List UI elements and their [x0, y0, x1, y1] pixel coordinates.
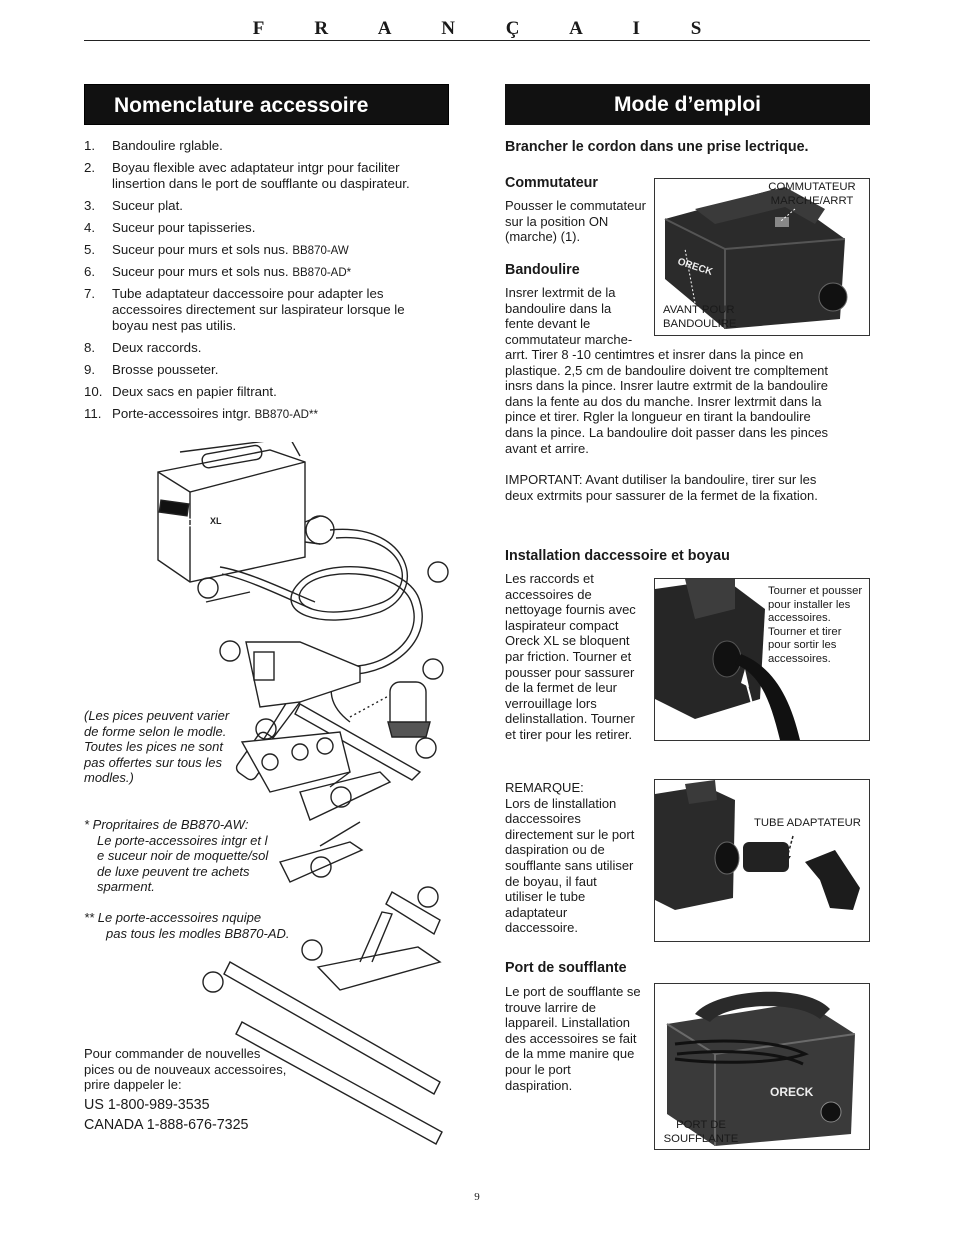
text-line: soufflante sans utiliser — [505, 857, 634, 873]
switch-heading: Commutateur — [505, 175, 598, 191]
text-line: pince et tirer. Rgler la longueur en tirant la bandoulire — [505, 409, 811, 425]
strap-front-label: AVANT POUR BANDOULIRE — [663, 304, 737, 330]
accessory-number: 3. — [84, 198, 96, 213]
text-line: pour installer les — [768, 598, 851, 611]
accessory-number: 4. — [84, 220, 96, 235]
blower-brand-logo: ORECK — [770, 1085, 814, 1099]
text-line: Les raccords et — [505, 571, 594, 586]
install-text — [505, 571, 653, 743]
text-line: prire dappeler le: — [84, 1077, 182, 1093]
text-line: Pousser le commutateur — [505, 198, 646, 213]
text-line: nettoyage fournis avec — [505, 602, 636, 618]
text-line: verrouillage lors — [505, 695, 597, 711]
text-line: Le port de soufflante se — [505, 984, 641, 999]
text-line: Tourner et pousser — [768, 585, 863, 597]
text-line: pousser pour sassurer — [505, 664, 635, 680]
text-line: IMPORTANT: Avant dutiliser la bandoulire, tirer sur les — [505, 472, 817, 487]
text-line: daccessoire. — [505, 920, 578, 936]
photo-brand-logo: ORECK — [676, 256, 714, 279]
text-line: trouve larrire de — [505, 999, 597, 1015]
accessory-text: Brosse pousseter. — [112, 362, 219, 377]
strap-heading: Bandoulire — [505, 262, 580, 278]
order-info — [84, 1046, 324, 1093]
text-line: daspiration. — [505, 1077, 573, 1093]
text-line: modles.) — [84, 770, 134, 785]
text-line: ** Le porte-accessoires nquipe — [84, 910, 262, 925]
accessory-item — [84, 406, 434, 423]
text-line: par friction. Tourner et — [505, 648, 632, 664]
text-line: e suceur noir de moquette/sol — [97, 848, 269, 863]
accessory-number: 2. — [84, 160, 96, 175]
text-line: Lors de linstallation — [505, 795, 617, 811]
text-line: Oreck XL se bloquent — [505, 633, 630, 649]
text-line: utiliser le tube — [505, 889, 586, 905]
text-line: de la fermet de leur — [505, 680, 618, 696]
text-line: arrt. Tirer 8 -10 centimtres et insrer dans la pince en — [505, 347, 804, 362]
text-line: commutateur marche- — [505, 331, 633, 347]
text-line: delinstallation. Tourner — [505, 711, 635, 727]
accessory-item — [84, 160, 434, 193]
accessories-drawing — [150, 442, 455, 1148]
accessory-item — [84, 384, 434, 401]
text-line: daccessoires — [505, 811, 581, 827]
switch-label: COMMUTATEUR MARCHE/ARRT — [768, 181, 856, 207]
text-line: pas tous les modles BB870-AD. — [106, 925, 290, 941]
accessory-text: Suceur pour murs et sols nus. — [112, 264, 293, 279]
accessory-text: Tube adaptateur daccessoire pour adapter les accessoires directement sur laspirateur lorsque le boyau nest pas utilis. — [112, 286, 405, 333]
page-number: 9 — [474, 1191, 480, 1203]
text-line: bandoulire dans la — [505, 300, 612, 316]
accessory-number: 9. — [84, 362, 96, 377]
accessory-model-code: BB870-AW — [292, 245, 349, 257]
accessory-item — [84, 362, 434, 379]
strap-text — [505, 347, 870, 456]
accessory-number: 11. — [84, 406, 102, 421]
accessory-number: 5. — [84, 242, 96, 257]
footnote-aw — [84, 817, 304, 895]
switch-text — [505, 198, 655, 245]
brand-logo-suffix: XL — [210, 516, 222, 526]
adapter-label: TUBE ADAPTATEUR — [754, 817, 861, 829]
header-rule — [84, 40, 870, 41]
accessory-item — [84, 340, 434, 357]
accessory-item — [84, 220, 434, 237]
footnote-ad — [84, 910, 314, 941]
section-title-accessories: Nomenclature accessoire — [84, 84, 449, 125]
text-line: Pour commander de nouvelles — [84, 1046, 261, 1061]
text-line: (marche) (1). — [505, 229, 581, 245]
pieces-note — [84, 708, 264, 786]
text-line: sparment. — [97, 879, 155, 894]
accessory-item — [84, 138, 434, 155]
accessory-number: 6. — [84, 264, 96, 279]
text-line: deux extrmits pour sassurer de la fermet de la fixation. — [505, 487, 818, 503]
accessory-text: Suceur plat. — [112, 198, 183, 213]
text-line: pour sortir les — [768, 639, 837, 651]
accessory-text: Suceur pour tapisseries. — [112, 220, 256, 235]
text-line: Toutes les pices ne sont — [84, 739, 223, 754]
adapter-photo — [654, 779, 870, 942]
text-line: pas offertes sur tous les — [84, 754, 223, 770]
note-text — [505, 780, 653, 936]
blower-text — [505, 984, 653, 1093]
accessory-text: Porte-accessoires intgr. — [112, 406, 255, 421]
accessory-item — [84, 242, 434, 259]
text-line: (Les pices peuvent varier — [84, 708, 230, 723]
text-line: laspirateur compact — [505, 617, 619, 633]
accessory-list — [84, 138, 434, 428]
brand-logo: ORECK — [161, 513, 203, 531]
text-line: pour le port — [505, 1061, 571, 1077]
text-line: directement sur le port — [505, 826, 635, 842]
blower-heading: Port de soufflante — [505, 960, 627, 976]
accessory-number: 7. — [84, 286, 96, 301]
text-line: pices ou de nouveaux accessoires, — [84, 1061, 287, 1077]
text-line: de luxe peuvent tre achets — [97, 863, 250, 879]
accessory-number: 8. — [84, 340, 96, 355]
accessory-text: Suceur pour murs et sols nus. — [112, 242, 293, 257]
text-line: accessoires. — [768, 612, 831, 624]
text-line: adaptateur — [505, 904, 568, 920]
text-line: Insrer lextrmit de la — [505, 285, 616, 300]
install-heading: Installation daccessoire et boyau — [505, 548, 730, 564]
text-line: accessoires de — [505, 586, 592, 602]
text-line: sur la position ON — [505, 213, 609, 229]
text-line: de boyau, il faut — [505, 873, 597, 889]
text-line: Le porte-accessoires intgr et l — [97, 832, 268, 848]
text-line: * Propritaires de BB870-AW: — [84, 817, 249, 832]
strap-text-narrow — [505, 285, 653, 347]
text-line: de forme selon le modle. — [84, 723, 227, 739]
text-line: et tirer pour les retirer. — [505, 726, 633, 742]
accessory-model-code: BB870-AD** — [254, 409, 318, 421]
text-line: REMARQUE: — [505, 780, 584, 795]
text-line: daspiration ou de — [505, 842, 605, 858]
blower-port-label: PORT DE SOUFFLANTE — [663, 1119, 739, 1145]
accessory-number: 10. — [84, 384, 103, 399]
text-line: de la mme manire que — [505, 1046, 635, 1062]
accessory-text: Deux sacs en papier filtrant. — [112, 384, 277, 399]
section-title-instructions: Mode d’emploi — [505, 84, 870, 125]
accessories-illustration — [150, 442, 455, 1148]
install-caption — [768, 585, 870, 666]
accessory-text: Deux raccords. — [112, 340, 202, 355]
phone-canada: CANADA 1-888-676-7325 — [84, 1117, 249, 1133]
text-line: dans la pince. La bandoulire doit passer dans les pinces — [505, 424, 829, 440]
text-line: Tourner et tirer — [768, 625, 842, 638]
accessory-item — [84, 264, 434, 281]
accessory-text: Bandoulire rglable. — [112, 138, 223, 153]
text-line: dans la fente au dos du manche. Insrer lextrmit dans la — [505, 393, 822, 409]
accessory-model-code: BB870-AD* — [292, 267, 352, 279]
accessory-text: Boyau flexible avec adaptateur intgr pour faciliter linsertion dans le port de soufflante ou daspirateur. — [112, 160, 410, 191]
accessory-item — [84, 198, 434, 215]
text-line: avant et arrire. — [505, 440, 589, 456]
text-line: fente devant le — [505, 316, 591, 332]
accessory-item — [84, 286, 434, 335]
accessory-number: 1. — [84, 138, 96, 153]
language-header: F R A N Ç A I S — [252, 18, 725, 39]
text-line: des accessoires se fait — [505, 1030, 637, 1046]
intro-instruction: Brancher le cordon dans une prise lectrique. — [505, 139, 809, 155]
text-line: insrs dans la pince. Insrer lautre extrmit de la bandoulire — [505, 378, 828, 394]
text-line: plastique. 2,5 cm de bandoulire doivent tre compltement — [505, 362, 829, 378]
phone-us: US 1-800-989-3535 — [84, 1097, 210, 1113]
strap-important — [505, 472, 870, 503]
text-line: accessoires. — [768, 652, 831, 665]
text-line: lappareil. Linstallation — [505, 1015, 631, 1031]
